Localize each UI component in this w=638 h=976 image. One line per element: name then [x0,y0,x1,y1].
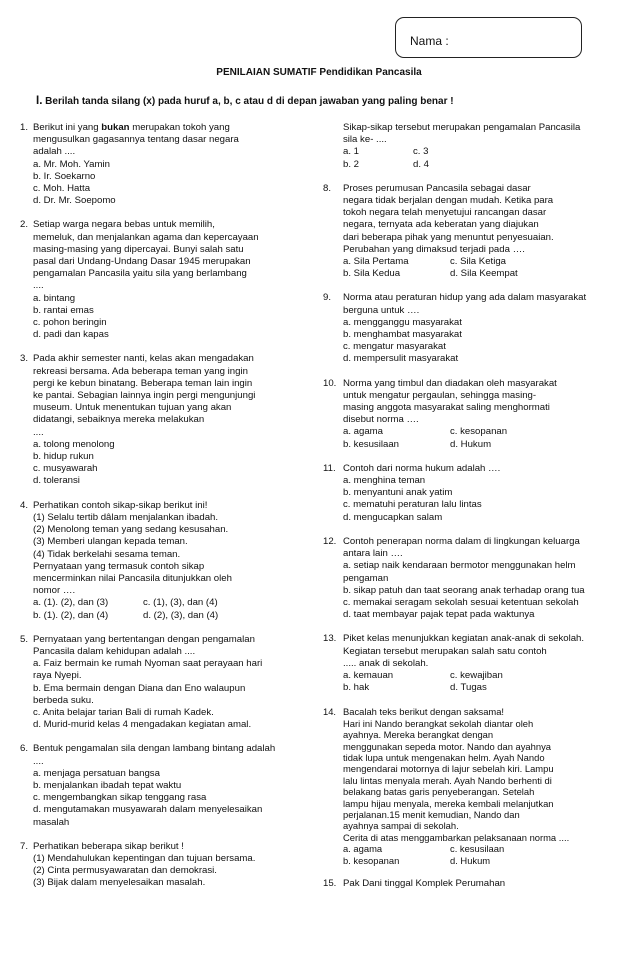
question-number: 7. [20,840,29,852]
question-body [33,841,320,890]
question-text-continued: Pernyataan yang termasuk contoh sikap mencerminkan nilai Pancasila ditunjukkan oleh nomor …. [33,560,232,597]
answer-option[interactable]: b. Ir. Soekarno [33,170,96,182]
question-number: 10. [323,377,337,389]
question-line [323,378,623,451]
question-line [323,536,623,621]
answer-option[interactable]: d. toleransi [33,475,80,487]
question-line [20,634,320,732]
answer-option[interactable]: a. agama [343,426,384,438]
question-text: Perhatikan contoh sikap-sikap berikut ini! [33,499,208,511]
question-text: Proses perumusan Pancasila sebagai dasar negara tidak berjalan dengan mudah. Ketika para tokoh negara telah menyetujui rancangan dasar negara, ternyata ada keberatan yang diajukan dari beberapa pihak yang menuntut penyesuaian. Perubahan yang dimaksud terjadi pada …. [343,182,554,255]
section-number: I. [36,95,43,107]
answer-option[interactable]: b. menghambat masyarakat [343,329,462,341]
question-number: 1. [20,122,29,133]
question-number: 9. [323,292,332,304]
question-line [20,743,320,828]
answer-option[interactable]: b. menjalankan ibadah tepat waktu [33,779,182,791]
question-line [323,706,623,866]
question-body [343,292,623,365]
name-label: Nama : [410,34,449,48]
question-text: Bentuk pengamalan sila dengan lambang bintang adalah .... [33,743,276,767]
answer-option[interactable]: a. bintang [33,292,76,304]
statement-item: (1) Mendahulukan kepentingan dan tujuan bersama. [33,852,256,864]
question-number: 4. [20,499,29,511]
question-line [20,219,320,341]
answer-option[interactable]: a. (1). (2), dan (3) [33,597,109,609]
answer-option[interactable]: b. hak [343,682,370,694]
answer-option[interactable]: d. padi dan kapas [33,329,109,341]
answer-option[interactable]: c. Anita belajar tarian Bali di rumah Kadek. [33,706,214,718]
question-text: Sikap-sikap tersebut merupakan pengamalan Pancasila sila ke- .... [343,122,581,146]
question-item [323,706,623,866]
question-number: 15. [323,878,337,890]
question-body [343,378,623,451]
question-text: Setiap warga negara bebas untuk memilih, memeluk, dan menjalankan agama dan kepercayaan masing-masing yang dipercayai. Bunyi salah satu pasal dari Undang-Undang Dasar 1945 merupakan pengamalan Pancasila yaitu sila yang berlambang .... [33,219,259,292]
statement-item: (2) Cinta permusyawaratan dan demokrasi. [33,865,217,877]
answer-option[interactable]: a. 1 [343,146,360,158]
question-item [323,633,623,694]
answer-option[interactable]: a. tolong menolong [33,438,115,450]
question-number: 3. [20,353,29,365]
answer-option[interactable]: d. Hukum [450,854,491,866]
answer-option[interactable]: c. mematuhi peraturan lalu lintas [343,499,482,511]
name-field-box[interactable] [395,17,582,58]
question-item [323,378,623,451]
question-line [20,841,320,890]
answer-option[interactable]: b. Ema bermain dengan Diana dan Eno walaupun berbeda suku. [33,682,246,706]
question-item [323,122,623,171]
question-item [20,743,320,828]
question-line [323,633,623,694]
question-body [343,122,623,171]
answer-option[interactable]: c. pohon beringin [33,317,107,329]
answer-option[interactable]: a. Faiz bermain ke rumah Nyoman saat perayaan hari raya Nyepi. [33,658,263,682]
answer-option[interactable]: c. kewajiban [450,669,503,681]
answer-option[interactable]: c. (1), (3), dan (4) [143,597,218,609]
question-text: Pernyataan yang bertentangan dengan pengamalan Pancasila dalam kehidupan adalah .... [33,633,255,657]
question-line [323,463,623,524]
answer-option[interactable]: d. Murid-murid kelas 4 mengadakan kegiatan amal. [33,719,252,731]
question-item [323,463,623,524]
answer-option[interactable]: d. Hukum [450,438,492,450]
question-body [33,743,320,828]
question-item [20,500,320,622]
answer-options-grid [33,597,320,621]
answer-option[interactable]: c. kesusilaan [450,843,505,855]
question-item [323,183,623,281]
question-text: Perhatikan beberapa sikap berikut ! [33,840,184,852]
question-line [323,292,623,365]
answer-option[interactable]: b. hidup rukun [33,451,94,463]
question-number: 12. [323,535,337,547]
question-text: Contoh penerapan norma dalam di lingkungan keluarga antara lain …. [343,535,580,560]
answer-option[interactable]: b. Sila Kedua [343,268,401,280]
answer-option[interactable]: a. Sila Pertama [343,256,409,268]
question-item [20,219,320,341]
answer-option[interactable]: b. sikap patuh dan taat seorang anak terhadap orang tua [343,584,585,596]
question-body [33,353,320,487]
question-text: Piket kelas menunjukkan kegiatan anak-anak di sekolah. Kegiatan tersebut merupakan salah satu contoh ..... anak di sekolah. [343,633,585,669]
answer-option[interactable]: d. mengutamakan musyawarah dalam menyelesaikan masalah [33,804,263,828]
question-text: Pak Dani tinggal Komplek Perumahan [343,878,506,890]
emphasis-text: bukan [101,122,130,133]
section-instruction [36,95,454,107]
question-text: Pada akhir semester nanti, kelas akan mengadakan rekreasi bersama. Ada beberapa teman yang ingin pergi ke kebun binatang. Beberapa teman lain ingin ke pantai. Sebagian lainnya ingin pergi mengunjungi museum. Untuk menentukan tujuan yang akan didatangi, sebaiknya mereka melakukan .... [33,353,256,438]
answer-options-grid [343,256,623,280]
question-text-part: merupakan tokoh yang mengusulkan gagasannya tentang dasar negara adalah .... [33,122,239,158]
question-item [20,122,320,207]
question-number: 5. [20,633,29,645]
question-text: Norma atau peraturan hidup yang ada dalam masyarakat berguna untuk …. [343,292,587,316]
question-line [20,353,320,487]
question-item [20,841,320,890]
question-number: 2. [20,219,29,231]
question-line [323,183,623,281]
question-body [343,536,623,621]
answer-option[interactable]: c. memakai seragam sekolah sesuai ketentuan sekolah [343,596,579,608]
statement-item: (3) Memberi ulangan kepada teman. [33,536,188,548]
question-line [323,122,623,171]
question-text: Contoh dari norma hukum adalah …. [343,462,501,474]
answer-option[interactable]: a. agama [343,843,383,855]
answer-option[interactable]: c. Sila Ketiga [450,256,506,268]
question-body [33,122,320,207]
question-body [343,706,623,866]
answer-option[interactable]: d. 4 [413,158,430,170]
question-number [323,122,343,171]
question-text: Norma yang timbul dan diadakan oleh masyarakat untuk mengatur pergaulan, sehingga masing- masing anggota masyarakat saling menghormati disebut norma …. [343,377,557,426]
question-number: 6. [20,743,29,755]
answer-options-grid [343,426,623,450]
answer-option[interactable]: a. setiap naik kendaraan bermotor menggunakan helm pengaman [343,560,576,584]
answer-option[interactable]: d. Tugas [450,682,487,694]
answer-option[interactable]: b. (1). (2), dan (4) [33,609,109,621]
statement-item: (3) Bijak dalam menyelesaikan masalah. [33,877,206,889]
answer-option[interactable]: c. mengembangkan sikap tenggang rasa [33,792,207,804]
statement-item: (4) Tidak berkelahi sesama teman. [33,548,181,560]
question-body [343,463,623,524]
answer-option[interactable]: b. menyantuni anak yatim [343,487,453,499]
answer-option[interactable]: a. menghina teman [343,475,426,487]
page-title: PENILAIAN SUMATIF Pendidikan Pancasila [216,67,422,78]
answer-option[interactable]: a. menjaga persatuan bangsa [33,767,160,779]
question-number: 8. [323,182,332,194]
question-item [20,634,320,732]
question-body [33,634,320,732]
answer-option[interactable]: c. 3 [413,146,429,158]
answer-option[interactable]: b. rantai emas [33,304,94,316]
answer-option[interactable]: b. kesusilaan [343,438,399,450]
right-column [323,122,623,902]
question-item [323,536,623,621]
answer-option[interactable]: a. Mr. Moh. Yamin [33,158,110,170]
question-item [323,878,623,890]
question-number: 13. [323,633,337,645]
question-text: Bacalah teks berikut dengan saksama! Hari ini Nando berangkat sekolah diantar oleh ayahnya. Mereka berangkat dengan menggunakan sepeda motor. Nando dan ayahnya tidak lupa untuk mengenakan helm. Ayah Nando mengendarai motornya di lajur sebelah kiri. Lampu lalu lintas menyala merah. Ayah Nando berhenti di belakang batas garis penyeberangan. Setelah lampu hijau menyala, mereka kembali melanjutkan perjalanan.15 menit kemudian, Nando dan ayahnya sampai di sekolah. Cerita di atas menggambarkan pelaksanaan norma .... [343,706,570,843]
answer-option[interactable]: b. kesopanan [343,854,400,866]
statement-item: (2) Menolong teman yang sedang kesusahan. [33,524,229,536]
answer-option[interactable]: d. (2), (3), dan (4) [143,609,219,621]
question-line [323,878,623,890]
question-item [20,353,320,487]
question-body [343,878,623,890]
question-line [20,500,320,622]
question-body [33,500,320,622]
question-body [343,183,623,281]
answer-options-grid [343,146,623,170]
left-column [20,122,320,902]
answer-option[interactable]: a. mengganggu masyarakat [343,316,462,328]
answer-option[interactable]: b. 2 [343,158,360,170]
question-body [343,633,623,694]
answer-options-grid [343,670,623,694]
answer-option[interactable]: c. kesopanan [450,426,508,438]
answer-option[interactable]: d. mempersulit masyarakat [343,353,459,365]
answer-options-grid [343,843,623,866]
answer-option[interactable]: d. Dr. Mr. Soepomo [33,195,116,207]
statement-item: (1) Selalu tertib dâlam menjalankan ibadah. [33,511,219,523]
question-item [323,292,623,365]
question-number: 14. [323,706,337,718]
question-number: 11. [323,462,336,474]
answer-option[interactable]: c. mengatur masyarakat [343,341,446,353]
instruction-text: Berilah tanda silang (x) pada huruf a, b, c atau d di depan jawaban yang paling benar ! [45,96,454,107]
answer-option[interactable]: c. musyawarah [33,463,98,475]
answer-option[interactable]: c. Moh. Hatta [33,183,91,195]
question-body [33,219,320,341]
answer-option[interactable]: d. taat membayar pajak tepat pada waktunya [343,609,535,621]
answer-option[interactable]: d. Sila Keempat [450,268,518,280]
question-text [33,122,320,159]
answer-option[interactable]: d. mengucapkan salam [343,511,443,523]
answer-option[interactable]: a. kemauan [343,669,394,681]
question-line [20,122,320,207]
question-text-part: Berikut ini yang [33,122,102,133]
